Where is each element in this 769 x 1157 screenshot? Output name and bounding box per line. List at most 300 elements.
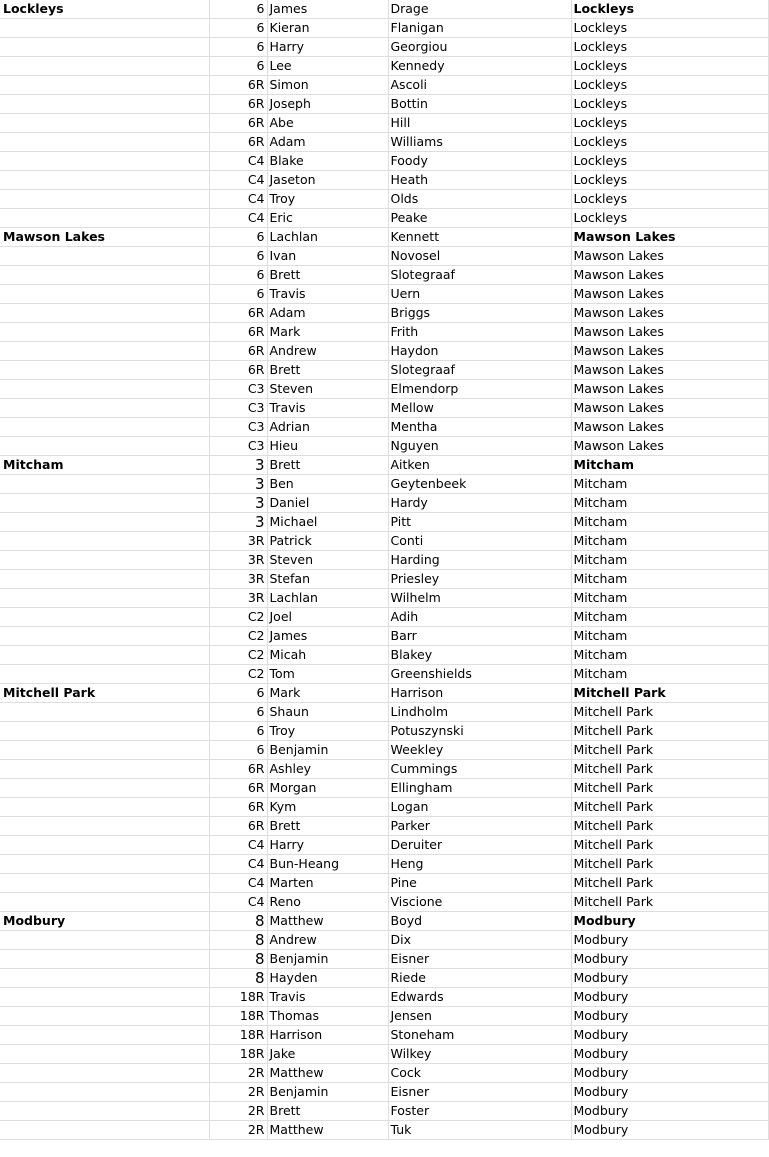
- last-name-cell: Wilhelm: [388, 589, 571, 608]
- first-name-cell: Daniel: [267, 494, 388, 513]
- club-group-cell: [0, 437, 209, 456]
- table-row: [0, 456, 768, 475]
- table-row: [0, 247, 768, 266]
- first-name-cell: Brett: [267, 456, 388, 475]
- first-name-cell: Joel: [267, 608, 388, 627]
- club-name-cell: Mitchell Park: [571, 684, 768, 703]
- club-name-cell: Mitcham: [571, 532, 768, 551]
- table-row: [0, 798, 768, 817]
- last-name-cell: Harding: [388, 551, 571, 570]
- table-row: [0, 1083, 768, 1102]
- table-row: [0, 152, 768, 171]
- grade-cell: 6R: [209, 779, 267, 798]
- last-name-cell: Hardy: [388, 494, 571, 513]
- last-name-cell: Jensen: [388, 1007, 571, 1026]
- first-name-cell: Ben: [267, 475, 388, 494]
- table-row: [0, 494, 768, 513]
- grade-cell: 2R: [209, 1121, 267, 1140]
- first-name-cell: Adam: [267, 304, 388, 323]
- last-name-cell: Conti: [388, 532, 571, 551]
- last-name-cell: Pine: [388, 874, 571, 893]
- club-group-cell: [0, 950, 209, 969]
- grade-cell: 6: [209, 0, 267, 19]
- club-group-cell: [0, 722, 209, 741]
- first-name-cell: Adam: [267, 133, 388, 152]
- grade-cell: 18R: [209, 1026, 267, 1045]
- last-name-cell: Slotegraaf: [388, 361, 571, 380]
- club-name-cell: Modbury: [571, 1102, 768, 1121]
- table-row: [0, 114, 768, 133]
- table-row: [0, 399, 768, 418]
- club-group-cell: [0, 798, 209, 817]
- club-name-cell: Mitcham: [571, 494, 768, 513]
- last-name-cell: Briggs: [388, 304, 571, 323]
- club-name-cell: Lockleys: [571, 57, 768, 76]
- table-row: [0, 209, 768, 228]
- club-group-cell: [0, 133, 209, 152]
- last-name-cell: Foody: [388, 152, 571, 171]
- table-row: [0, 931, 768, 950]
- first-name-cell: Ashley: [267, 760, 388, 779]
- club-name-cell: Mitchell Park: [571, 741, 768, 760]
- club-name-cell: Modbury: [571, 912, 768, 931]
- club-name-cell: Mitcham: [571, 456, 768, 475]
- last-name-cell: Potuszynski: [388, 722, 571, 741]
- first-name-cell: Jake: [267, 1045, 388, 1064]
- first-name-cell: Harry: [267, 38, 388, 57]
- first-name-cell: James: [267, 627, 388, 646]
- club-name-cell: Mitcham: [571, 570, 768, 589]
- first-name-cell: Patrick: [267, 532, 388, 551]
- table-row: [0, 1007, 768, 1026]
- first-name-cell: Tom: [267, 665, 388, 684]
- grade-cell: 8: [209, 912, 267, 931]
- first-name-cell: Brett: [267, 1102, 388, 1121]
- table-row: [0, 608, 768, 627]
- club-group-cell: [0, 19, 209, 38]
- grade-cell: 6R: [209, 798, 267, 817]
- table-row: [0, 475, 768, 494]
- last-name-cell: Georgiou: [388, 38, 571, 57]
- last-name-cell: Heng: [388, 855, 571, 874]
- grade-cell: 8: [209, 950, 267, 969]
- grade-cell: 6: [209, 741, 267, 760]
- first-name-cell: Hieu: [267, 437, 388, 456]
- club-name-cell: Mitchell Park: [571, 760, 768, 779]
- first-name-cell: Jaseton: [267, 171, 388, 190]
- first-name-cell: Kieran: [267, 19, 388, 38]
- first-name-cell: Harry: [267, 836, 388, 855]
- table-row: [0, 1045, 768, 1064]
- last-name-cell: Eisner: [388, 1083, 571, 1102]
- grade-cell: 6R: [209, 95, 267, 114]
- first-name-cell: Michael: [267, 513, 388, 532]
- table-row: [0, 38, 768, 57]
- club-group-cell: [0, 323, 209, 342]
- table-row: [0, 532, 768, 551]
- grade-cell: 8: [209, 931, 267, 950]
- grade-cell: 6R: [209, 323, 267, 342]
- first-name-cell: Brett: [267, 266, 388, 285]
- last-name-cell: Greenshields: [388, 665, 571, 684]
- first-name-cell: Eric: [267, 209, 388, 228]
- last-name-cell: Harrison: [388, 684, 571, 703]
- club-name-cell: Mitchell Park: [571, 874, 768, 893]
- table-row: [0, 836, 768, 855]
- last-name-cell: Stoneham: [388, 1026, 571, 1045]
- table-row: [0, 437, 768, 456]
- club-group-cell: [0, 342, 209, 361]
- club-group-cell: [0, 703, 209, 722]
- club-name-cell: Mawson Lakes: [571, 342, 768, 361]
- first-name-cell: Andrew: [267, 931, 388, 950]
- last-name-cell: Cock: [388, 1064, 571, 1083]
- first-name-cell: Brett: [267, 817, 388, 836]
- club-group-cell: [0, 893, 209, 912]
- table-row: [0, 969, 768, 988]
- club-group-label: Lockleys: [0, 0, 209, 19]
- last-name-cell: Heath: [388, 171, 571, 190]
- grade-cell: C3: [209, 418, 267, 437]
- club-group-cell: [0, 551, 209, 570]
- grade-cell: 3R: [209, 551, 267, 570]
- first-name-cell: Travis: [267, 399, 388, 418]
- first-name-cell: Blake: [267, 152, 388, 171]
- first-name-cell: Lachlan: [267, 228, 388, 247]
- club-name-cell: Modbury: [571, 1026, 768, 1045]
- last-name-cell: Boyd: [388, 912, 571, 931]
- club-name-cell: Lockleys: [571, 133, 768, 152]
- club-group-cell: [0, 380, 209, 399]
- club-group-label: Mitcham: [0, 456, 209, 475]
- club-group-cell: [0, 931, 209, 950]
- table-row: [0, 285, 768, 304]
- grade-cell: C3: [209, 437, 267, 456]
- last-name-cell: Ascoli: [388, 76, 571, 95]
- club-group-cell: [0, 1045, 209, 1064]
- grade-cell: 3R: [209, 570, 267, 589]
- grade-cell: 3R: [209, 532, 267, 551]
- grade-cell: C3: [209, 380, 267, 399]
- last-name-cell: Slotegraaf: [388, 266, 571, 285]
- table-row: [0, 171, 768, 190]
- grade-cell: 6: [209, 285, 267, 304]
- table-row: [0, 95, 768, 114]
- club-group-cell: [0, 627, 209, 646]
- table-row: [0, 665, 768, 684]
- last-name-cell: Pitt: [388, 513, 571, 532]
- club-group-label: Modbury: [0, 912, 209, 931]
- table-row: [0, 57, 768, 76]
- first-name-cell: Mark: [267, 323, 388, 342]
- last-name-cell: Uern: [388, 285, 571, 304]
- club-group-cell: [0, 418, 209, 437]
- first-name-cell: Travis: [267, 285, 388, 304]
- first-name-cell: Joseph: [267, 95, 388, 114]
- last-name-cell: Tuk: [388, 1121, 571, 1140]
- table-row: [0, 133, 768, 152]
- last-name-cell: Lindholm: [388, 703, 571, 722]
- first-name-cell: Matthew: [267, 912, 388, 931]
- club-name-cell: Mawson Lakes: [571, 380, 768, 399]
- table-row: [0, 1026, 768, 1045]
- last-name-cell: Weekley: [388, 741, 571, 760]
- table-row: [0, 950, 768, 969]
- last-name-cell: Mentha: [388, 418, 571, 437]
- last-name-cell: Logan: [388, 798, 571, 817]
- club-group-cell: [0, 285, 209, 304]
- club-group-cell: [0, 874, 209, 893]
- table-row: [0, 19, 768, 38]
- last-name-cell: Riede: [388, 969, 571, 988]
- grade-cell: 3: [209, 513, 267, 532]
- club-group-cell: [0, 57, 209, 76]
- club-name-cell: Mawson Lakes: [571, 247, 768, 266]
- table-row: [0, 228, 768, 247]
- club-name-cell: Mawson Lakes: [571, 361, 768, 380]
- club-group-cell: [0, 114, 209, 133]
- grade-cell: 18R: [209, 1045, 267, 1064]
- first-name-cell: Steven: [267, 380, 388, 399]
- club-group-cell: [0, 1102, 209, 1121]
- club-name-cell: Lockleys: [571, 114, 768, 133]
- club-name-cell: Mitchell Park: [571, 817, 768, 836]
- club-name-cell: Mitcham: [571, 551, 768, 570]
- club-name-cell: Mitcham: [571, 475, 768, 494]
- table-row: [0, 779, 768, 798]
- club-group-cell: [0, 741, 209, 760]
- club-group-cell: [0, 304, 209, 323]
- last-name-cell: Frith: [388, 323, 571, 342]
- table-row: [0, 874, 768, 893]
- table-row: [0, 1102, 768, 1121]
- first-name-cell: Benjamin: [267, 741, 388, 760]
- first-name-cell: Travis: [267, 988, 388, 1007]
- club-name-cell: Mitcham: [571, 589, 768, 608]
- club-group-cell: [0, 171, 209, 190]
- table-row: [0, 1064, 768, 1083]
- table-row: [0, 646, 768, 665]
- first-name-cell: Micah: [267, 646, 388, 665]
- club-group-cell: [0, 494, 209, 513]
- grade-cell: 6: [209, 266, 267, 285]
- grade-cell: C2: [209, 646, 267, 665]
- first-name-cell: Ivan: [267, 247, 388, 266]
- last-name-cell: Deruiter: [388, 836, 571, 855]
- first-name-cell: Stefan: [267, 570, 388, 589]
- table-row: [0, 817, 768, 836]
- first-name-cell: Reno: [267, 893, 388, 912]
- club-name-cell: Mitchell Park: [571, 893, 768, 912]
- grade-cell: 6: [209, 228, 267, 247]
- table-row: [0, 570, 768, 589]
- club-name-cell: Mitchell Park: [571, 703, 768, 722]
- club-name-cell: Lockleys: [571, 190, 768, 209]
- grade-cell: 6: [209, 38, 267, 57]
- club-group-cell: [0, 817, 209, 836]
- club-group-cell: [0, 836, 209, 855]
- last-name-cell: Drage: [388, 0, 571, 19]
- last-name-cell: Haydon: [388, 342, 571, 361]
- first-name-cell: Lachlan: [267, 589, 388, 608]
- club-name-cell: Mitcham: [571, 646, 768, 665]
- club-group-cell: [0, 152, 209, 171]
- club-name-cell: Mitcham: [571, 608, 768, 627]
- club-group-cell: [0, 1026, 209, 1045]
- first-name-cell: Simon: [267, 76, 388, 95]
- first-name-cell: Troy: [267, 190, 388, 209]
- club-name-cell: Mitcham: [571, 513, 768, 532]
- club-name-cell: Mawson Lakes: [571, 228, 768, 247]
- grade-cell: 6R: [209, 114, 267, 133]
- last-name-cell: Kennedy: [388, 57, 571, 76]
- club-name-cell: Modbury: [571, 969, 768, 988]
- first-name-cell: Harrison: [267, 1026, 388, 1045]
- club-name-cell: Mawson Lakes: [571, 418, 768, 437]
- club-group-cell: [0, 266, 209, 285]
- club-group-cell: [0, 475, 209, 494]
- table-row: [0, 741, 768, 760]
- grade-cell: 6R: [209, 304, 267, 323]
- club-group-cell: [0, 95, 209, 114]
- club-name-cell: Lockleys: [571, 171, 768, 190]
- grade-cell: C2: [209, 665, 267, 684]
- grade-cell: C4: [209, 171, 267, 190]
- grade-cell: 6: [209, 247, 267, 266]
- last-name-cell: Barr: [388, 627, 571, 646]
- last-name-cell: Peake: [388, 209, 571, 228]
- first-name-cell: Thomas: [267, 1007, 388, 1026]
- club-name-cell: Modbury: [571, 931, 768, 950]
- first-name-cell: Adrian: [267, 418, 388, 437]
- club-name-cell: Lockleys: [571, 76, 768, 95]
- table-row: [0, 627, 768, 646]
- club-group-cell: [0, 1064, 209, 1083]
- last-name-cell: Geytenbeek: [388, 475, 571, 494]
- club-name-cell: Lockleys: [571, 209, 768, 228]
- first-name-cell: Troy: [267, 722, 388, 741]
- grade-cell: 6R: [209, 817, 267, 836]
- table-row: [0, 513, 768, 532]
- last-name-cell: Edwards: [388, 988, 571, 1007]
- last-name-cell: Foster: [388, 1102, 571, 1121]
- last-name-cell: Nguyen: [388, 437, 571, 456]
- club-name-cell: Mitchell Park: [571, 855, 768, 874]
- grade-cell: 6: [209, 19, 267, 38]
- table-row: [0, 855, 768, 874]
- club-group-cell: [0, 399, 209, 418]
- grade-cell: C4: [209, 874, 267, 893]
- club-group-cell: [0, 665, 209, 684]
- last-name-cell: Eisner: [388, 950, 571, 969]
- table-row: [0, 304, 768, 323]
- table-row: [0, 703, 768, 722]
- grade-cell: 2R: [209, 1064, 267, 1083]
- club-group-cell: [0, 76, 209, 95]
- club-name-cell: Lockleys: [571, 0, 768, 19]
- grade-cell: 3R: [209, 589, 267, 608]
- table-row: [0, 551, 768, 570]
- table-row: [0, 0, 768, 19]
- grade-cell: 6: [209, 57, 267, 76]
- table-row: [0, 912, 768, 931]
- first-name-cell: Matthew: [267, 1121, 388, 1140]
- table-row: [0, 893, 768, 912]
- first-name-cell: Kym: [267, 798, 388, 817]
- club-name-cell: Modbury: [571, 1007, 768, 1026]
- club-group-cell: [0, 646, 209, 665]
- grade-cell: C4: [209, 855, 267, 874]
- last-name-cell: Blakey: [388, 646, 571, 665]
- table-row: [0, 266, 768, 285]
- last-name-cell: Bottin: [388, 95, 571, 114]
- table-row: [0, 76, 768, 95]
- table-row: [0, 988, 768, 1007]
- grade-cell: C3: [209, 399, 267, 418]
- first-name-cell: Morgan: [267, 779, 388, 798]
- club-name-cell: Mitchell Park: [571, 779, 768, 798]
- table-row: [0, 323, 768, 342]
- table-row: [0, 361, 768, 380]
- first-name-cell: Mark: [267, 684, 388, 703]
- last-name-cell: Flanigan: [388, 19, 571, 38]
- first-name-cell: Benjamin: [267, 950, 388, 969]
- table-row: [0, 342, 768, 361]
- club-name-cell: Modbury: [571, 1064, 768, 1083]
- grade-cell: 2R: [209, 1083, 267, 1102]
- last-name-cell: Parker: [388, 817, 571, 836]
- club-group-cell: [0, 760, 209, 779]
- grade-cell: C4: [209, 209, 267, 228]
- grade-cell: C4: [209, 190, 267, 209]
- club-name-cell: Modbury: [571, 1083, 768, 1102]
- grade-cell: C4: [209, 893, 267, 912]
- last-name-cell: Kennett: [388, 228, 571, 247]
- first-name-cell: Benjamin: [267, 1083, 388, 1102]
- last-name-cell: Williams: [388, 133, 571, 152]
- club-group-cell: [0, 988, 209, 1007]
- grade-cell: 6R: [209, 760, 267, 779]
- table-row: [0, 190, 768, 209]
- club-group-cell: [0, 209, 209, 228]
- grade-cell: C4: [209, 836, 267, 855]
- club-name-cell: Mawson Lakes: [571, 266, 768, 285]
- last-name-cell: Mellow: [388, 399, 571, 418]
- first-name-cell: Hayden: [267, 969, 388, 988]
- grade-cell: C2: [209, 627, 267, 646]
- club-name-cell: Mitcham: [571, 627, 768, 646]
- club-name-cell: Modbury: [571, 988, 768, 1007]
- club-name-cell: Lockleys: [571, 38, 768, 57]
- first-name-cell: Shaun: [267, 703, 388, 722]
- first-name-cell: Matthew: [267, 1064, 388, 1083]
- last-name-cell: Wilkey: [388, 1045, 571, 1064]
- table-row: [0, 1121, 768, 1140]
- club-name-cell: Mitchell Park: [571, 798, 768, 817]
- club-name-cell: Modbury: [571, 1121, 768, 1140]
- club-group-cell: [0, 38, 209, 57]
- club-group-cell: [0, 589, 209, 608]
- grade-cell: 18R: [209, 1007, 267, 1026]
- club-name-cell: Mawson Lakes: [571, 323, 768, 342]
- first-name-cell: Bun-Heang: [267, 855, 388, 874]
- club-name-cell: Mitchell Park: [571, 722, 768, 741]
- club-group-label: Mitchell Park: [0, 684, 209, 703]
- grade-cell: 3: [209, 456, 267, 475]
- last-name-cell: Dix: [388, 931, 571, 950]
- first-name-cell: Marten: [267, 874, 388, 893]
- club-group-cell: [0, 779, 209, 798]
